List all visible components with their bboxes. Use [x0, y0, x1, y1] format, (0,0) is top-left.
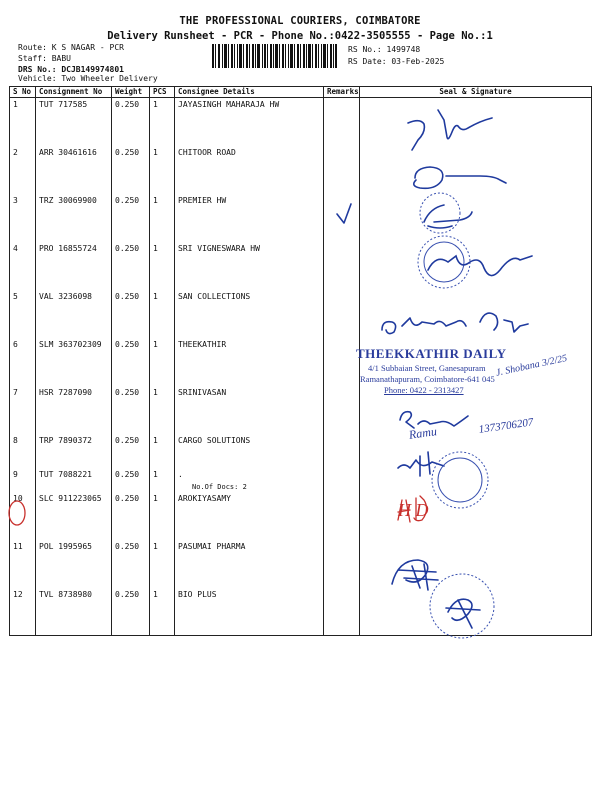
column-header: Remarks: [324, 87, 360, 98]
cell-weight: [112, 588, 150, 636]
cell-consignment-no-text: VAL 3236098: [39, 291, 92, 301]
table-row: [10, 434, 592, 468]
cell-consignee-text: PREMIER HW: [178, 195, 227, 205]
cell-consignee-text: CARGO SOLUTIONS: [178, 435, 251, 445]
cell-consignee-text: JAYASINGH MAHARAJA HW: [178, 100, 280, 109]
cell-weight-text: 0.250: [115, 147, 140, 157]
cell-sno-text: 11: [13, 541, 23, 551]
cell-sno: [10, 434, 36, 468]
signature-row6-text: J. Shobana 3/2/25: [495, 352, 569, 379]
cell-consignment-no: [36, 588, 112, 636]
stamp-company-name: THEEKKATHIR DAILY: [356, 346, 507, 361]
cell-weight: [112, 194, 150, 242]
cell-pcs-text: 1: [153, 589, 158, 599]
table-header-row: [10, 87, 592, 98]
cell-consignment-no: [36, 338, 112, 386]
cell-consignee: [175, 588, 324, 636]
cell-weight-text: 0.250: [115, 387, 140, 397]
cell-pcs: [150, 290, 175, 338]
cell-weight: [112, 386, 150, 434]
cell-remarks: [324, 194, 360, 242]
cell-consignment-no: [36, 540, 112, 588]
stamp-address-line1: 4/1 Subbaian Street, Ganesapuram: [368, 363, 486, 373]
cell-weight: [112, 492, 150, 540]
rs-date: RS Date: 03-Feb-2025: [348, 57, 445, 66]
cell-remarks: [324, 492, 360, 540]
cell-pcs: [150, 338, 175, 386]
cell-consignee-text: .: [178, 469, 183, 479]
cell-consignee: [175, 98, 324, 146]
cell-sno-text: 2: [13, 147, 18, 157]
cell-sno-text: 3: [13, 195, 18, 205]
cell-consignment-no-text: TVL 8738980: [39, 589, 92, 599]
cell-consignee: [175, 540, 324, 588]
cell-pcs-text: 1: [153, 243, 158, 253]
cell-sno: [10, 146, 36, 194]
cell-weight: [112, 146, 150, 194]
cell-pcs-text: 1: [153, 339, 158, 349]
cell-consignee: [175, 434, 324, 468]
cell-sno-text: 9: [13, 469, 18, 479]
barcode-icon: [212, 44, 337, 68]
cell-weight-text: 0.250: [115, 291, 140, 301]
cell-consignment-no-text: SLM 363702309: [39, 339, 102, 349]
cell-consignment-no-text: SLC 911223065: [39, 493, 102, 503]
cell-pcs: [150, 242, 175, 290]
cell-weight: [112, 434, 150, 468]
cell-sno: [10, 386, 36, 434]
staff-label: Staff: BABU: [18, 54, 71, 63]
cell-consignee: [175, 492, 324, 540]
cell-sno: [10, 242, 36, 290]
cell-consignment-no: [36, 468, 112, 492]
table-row: [10, 98, 592, 146]
cell-sno: [10, 338, 36, 386]
cell-consignee: [175, 146, 324, 194]
column-header: Consignee Details: [175, 87, 324, 98]
cell-consignment-no-text: TUT 717585: [39, 100, 88, 109]
cell-weight: [112, 290, 150, 338]
table-row: [10, 242, 592, 290]
cell-pcs: [150, 468, 175, 492]
cell-pcs: [150, 434, 175, 468]
document-title: THE PROFESSIONAL COURIERS, COIMBATORE: [179, 15, 421, 27]
vehicle-label: Vehicle: Two Wheeler Delivery: [18, 74, 158, 83]
cell-remarks: [324, 434, 360, 468]
document-subtitle: Delivery Runsheet - PCR - Phone No.:0422-3505555 - Page No.:1: [107, 30, 493, 42]
red-remark-row10: H D: [398, 500, 429, 520]
cell-pcs-text: 1: [153, 147, 158, 157]
cell-remarks: [324, 540, 360, 588]
cell-seal-signature: [360, 540, 592, 588]
handwritten-name-row7: Ramu: [408, 424, 438, 442]
cell-sno: [10, 468, 36, 492]
cell-consignment-no: [36, 434, 112, 468]
cell-remarks: [324, 588, 360, 636]
cell-consignee: [175, 386, 324, 434]
cell-sno-text: 4: [13, 243, 18, 253]
cell-weight-text: 0.250: [115, 339, 140, 349]
cell-pcs-text: 1: [153, 291, 158, 301]
cell-pcs-text: 1: [153, 195, 158, 205]
cell-pcs: [150, 194, 175, 242]
cell-sno-text: 10: [13, 493, 23, 503]
cell-weight-text: 0.250: [115, 435, 140, 445]
column-header: Seal & Signature: [360, 87, 592, 98]
cell-pcs: [150, 98, 175, 146]
cell-weight-text: 0.250: [115, 195, 140, 205]
table-row: [10, 290, 592, 338]
cell-remarks: [324, 338, 360, 386]
cell-remarks: [324, 98, 360, 146]
cell-consignee: [175, 290, 324, 338]
cell-sno: [10, 290, 36, 338]
cell-weight-text: 0.250: [115, 493, 140, 503]
cell-remarks: [324, 146, 360, 194]
cell-consignee: [175, 242, 324, 290]
cell-consignee-text: SRI VIGNESWARA HW: [178, 243, 260, 253]
cell-consignee: [175, 468, 324, 492]
cell-seal-signature: [360, 242, 592, 290]
cell-pcs: [150, 146, 175, 194]
cell-consignment-no: [36, 492, 112, 540]
cell-consignee-text: THEEKATHIR: [178, 339, 227, 349]
cell-seal-signature: [360, 588, 592, 636]
cell-consignment-no-text: POL 1995965: [39, 541, 92, 551]
rs-number: RS No.: 1499748: [348, 45, 421, 54]
cell-consignee-text: PASUMAI PHARMA: [178, 541, 246, 551]
cell-consignment-no-text: TRZ 30069900: [39, 195, 97, 205]
stamp-address-line2: Ramanathapuram, Coimbatore-641 045: [360, 374, 495, 384]
cell-seal-signature: [360, 492, 592, 540]
cell-consignee: [175, 194, 324, 242]
cell-consignment-no: [36, 146, 112, 194]
cell-weight-text: 0.250: [115, 243, 140, 253]
cell-pcs-text: 1: [153, 541, 158, 551]
cell-consignment-no-text: ARR 30461616: [39, 147, 97, 157]
cell-pcs: [150, 588, 175, 636]
cell-consignment-no-text: TRP 7890372: [39, 435, 92, 445]
cell-weight-text: 0.250: [115, 469, 140, 479]
cell-consignment-no: [36, 242, 112, 290]
cell-pcs-text: 1: [153, 100, 158, 109]
cell-consignment-no: [36, 98, 112, 146]
cell-weight-text: 0.250: [115, 100, 140, 109]
cell-seal-signature: [360, 434, 592, 468]
cell-consignee-text: AROKIYASAMY: [178, 493, 231, 503]
cell-weight-text: 0.250: [115, 589, 140, 599]
cell-weight: [112, 98, 150, 146]
cell-weight: [112, 468, 150, 492]
table-row: [10, 588, 592, 636]
cell-consignment-no-text: PRO 16855724: [39, 243, 97, 253]
docs-count-note: No.Of Docs: 2: [192, 482, 247, 491]
cell-consignee-text: BIO PLUS: [178, 589, 217, 599]
cell-consignment-no-text: TUT 7088221: [39, 469, 92, 479]
cell-sno: [10, 492, 36, 540]
cell-seal-signature: [360, 194, 592, 242]
cell-pcs-text: 1: [153, 387, 158, 397]
cell-consignment-no: [36, 290, 112, 338]
route-label: Route: K S NAGAR - PCR: [18, 43, 124, 52]
cell-remarks: [324, 386, 360, 434]
cell-weight-text: 0.250: [115, 541, 140, 551]
table-row: [10, 468, 592, 492]
cell-remarks: [324, 468, 360, 492]
cell-pcs-text: 1: [153, 435, 158, 445]
cell-sno: [10, 194, 36, 242]
cell-sno-text: 5: [13, 291, 18, 301]
column-header: PCS: [150, 87, 175, 98]
cell-sno-text: 1: [13, 100, 18, 109]
cell-sno-text: 7: [13, 387, 18, 397]
cell-seal-signature: [360, 146, 592, 194]
cell-consignee-text: SAN COLLECTIONS: [178, 291, 251, 301]
cell-seal-signature: [360, 468, 592, 492]
cell-weight: [112, 540, 150, 588]
cell-pcs: [150, 492, 175, 540]
table-row: [10, 146, 592, 194]
column-header: Weight: [112, 87, 150, 98]
cell-sno-text: 8: [13, 435, 18, 445]
column-header: S No: [10, 87, 36, 98]
cell-consignment-no: [36, 194, 112, 242]
cell-consignee-text: CHITOOR ROAD: [178, 147, 236, 157]
drs-label: DRS No.: DCJB149974801: [18, 65, 124, 74]
cell-pcs: [150, 386, 175, 434]
cell-remarks: [324, 290, 360, 338]
handwritten-phone-row7: 1373706207: [478, 416, 535, 436]
cell-sno-text: 12: [13, 589, 23, 599]
cell-consignee-text: SRINIVASAN: [178, 387, 227, 397]
table-row: [10, 194, 592, 242]
cell-consignment-no: [36, 386, 112, 434]
table-row: [10, 492, 592, 540]
cell-remarks: [324, 242, 360, 290]
cell-weight: [112, 242, 150, 290]
cell-seal-signature: [360, 98, 592, 146]
cell-sno: [10, 588, 36, 636]
cell-seal-signature: [360, 290, 592, 338]
column-header: Consignment No: [36, 87, 112, 98]
cell-pcs: [150, 540, 175, 588]
cell-sno: [10, 98, 36, 146]
stamp-phone: Phone: 0422 - 2313427: [384, 385, 464, 395]
cell-pcs-text: 1: [153, 493, 158, 503]
cell-consignee: [175, 338, 324, 386]
table-row: [10, 540, 592, 588]
cell-weight: [112, 338, 150, 386]
cell-pcs-text: 1: [153, 469, 158, 479]
cell-sno: [10, 540, 36, 588]
cell-sno-text: 6: [13, 339, 18, 349]
cell-consignment-no-text: HSR 7287090: [39, 387, 92, 397]
